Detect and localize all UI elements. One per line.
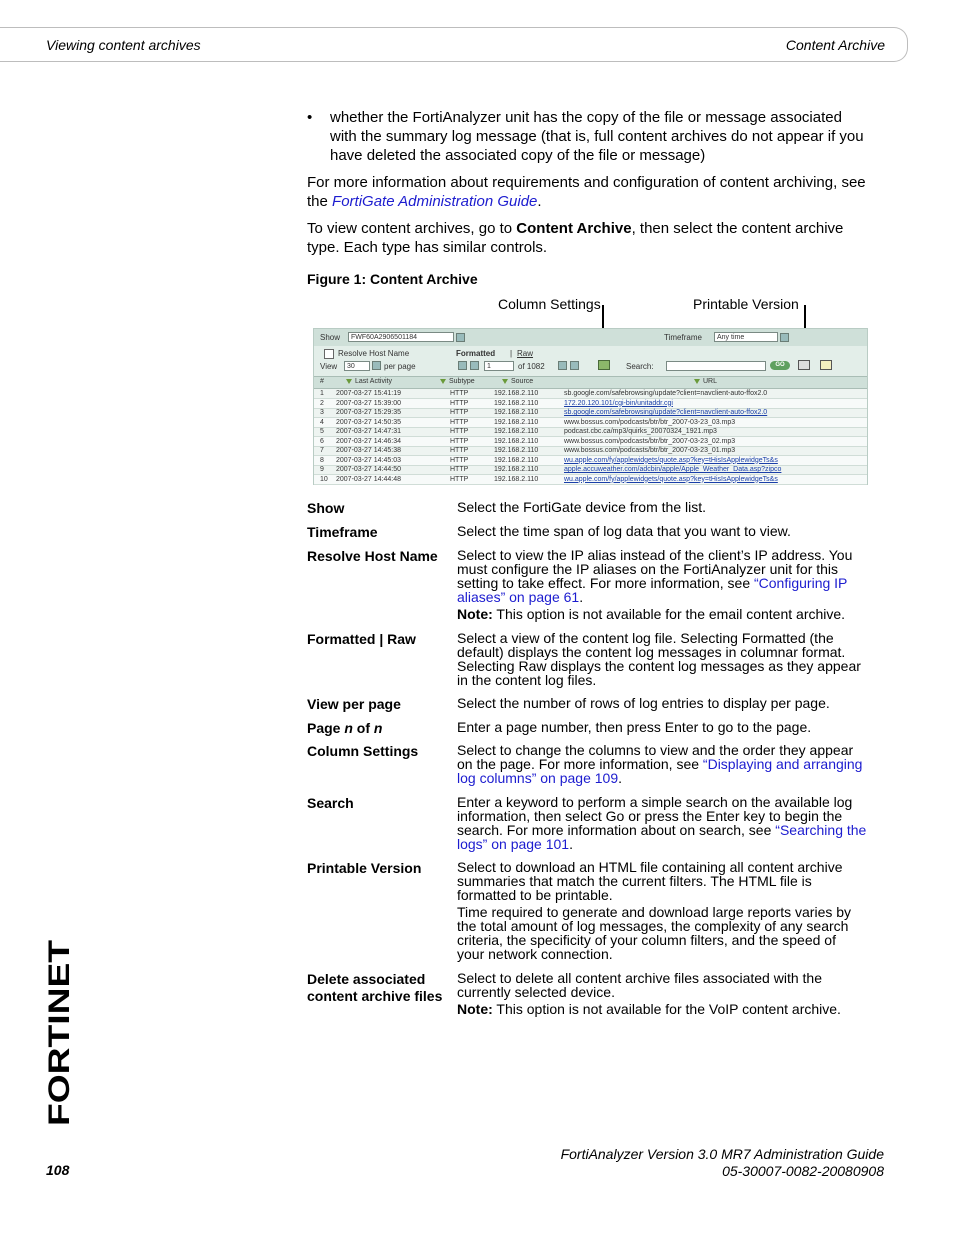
table-cell: 192.168.2.110 xyxy=(494,390,539,397)
resolve-checkbox[interactable] xyxy=(324,349,334,359)
p2-end: , then select the content archive type. Each type has similar controls. xyxy=(307,220,844,256)
device-value: FWF60A2906501184 xyxy=(351,334,418,341)
table-cell: 8 xyxy=(320,456,324,464)
header-chapter: Content Archive xyxy=(785,37,885,53)
table-cell: 2007-03-27 14:47:31 xyxy=(336,428,401,435)
footer-doc-number: 05-30007-0082-20080908 xyxy=(722,1163,884,1179)
desc-part: Select to view the IP alias instead of the client’s IP address. You must configure the IP aliases on the FortiAnalyzer unit for this setting to take effect. For more information, see xyxy=(457,547,853,591)
table-row[interactable] xyxy=(314,408,867,418)
table-cell: 10 xyxy=(320,475,328,483)
table-cell: 192.168.2.110 xyxy=(494,399,539,407)
table-cell: 6 xyxy=(320,437,324,445)
definition-term: Search xyxy=(307,795,354,811)
url-cell[interactable]: apple.accuweather.com/adcbin/apple/Apple_Weather_Data.asp?zipco xyxy=(564,466,782,473)
definition-row xyxy=(307,795,867,860)
definition-desc xyxy=(457,971,867,1016)
url-cell[interactable]: www.bossus.com/podcasts/btr/btr_2007-03-23_01.mp3 xyxy=(564,447,736,454)
header-section: Viewing content archives xyxy=(46,37,201,53)
delete-icon[interactable] xyxy=(820,360,832,370)
callout-printable-version: Printable Version xyxy=(693,296,799,312)
device-select[interactable] xyxy=(348,332,454,342)
url-cell[interactable]: wu.apple.com/fy/applewidgets/quote.asp?key=tHisIsApplewidgeTs&s xyxy=(564,475,778,483)
table-cell: 192.168.2.110 xyxy=(494,428,539,435)
log-columns-link[interactable]: “Displaying and arranging log columns” on page 109 xyxy=(457,756,863,786)
p2-bold: Content Archive xyxy=(516,220,632,237)
table-row[interactable] xyxy=(314,418,867,428)
desc-note xyxy=(457,607,867,621)
paragraph-more-info xyxy=(307,173,867,211)
desc-text: Select the FortiGate device from the list. xyxy=(457,499,706,515)
first-page-icon[interactable] xyxy=(458,361,467,370)
logo-text: FORTINET xyxy=(43,976,76,1126)
searching-logs-link[interactable]: “Searching the logs” on page 101 xyxy=(457,822,867,852)
definition-row xyxy=(307,743,867,795)
controls-bar xyxy=(314,346,867,376)
figure-title: Figure 1: Content Archive xyxy=(307,271,478,287)
table-cell: HTTP xyxy=(450,399,469,407)
desc-text: Select to delete all content archive files associated with the currently selected device. xyxy=(457,970,822,1000)
timeframe-value: Any time xyxy=(717,334,745,341)
definition-row xyxy=(307,696,867,720)
page-number: 108 xyxy=(46,1162,70,1178)
filter-bar xyxy=(314,329,867,346)
table-cell: HTTP xyxy=(450,466,469,473)
table-cell: 192.168.2.110 xyxy=(494,418,539,426)
footer-title: FortiAnalyzer Version 3.0 MR7 Administration Guide xyxy=(560,1146,884,1162)
body-text xyxy=(307,108,867,265)
chevron-down-icon[interactable] xyxy=(780,333,789,342)
table-cell: 2007-03-27 14:44:50 xyxy=(336,466,401,473)
chevron-down-icon[interactable] xyxy=(456,333,465,342)
go-button[interactable]: GO xyxy=(770,361,790,370)
definition-list xyxy=(307,500,867,1021)
page-count: of 1082 xyxy=(518,362,545,371)
bullet-text: whether the FortiAnalyzer unit has the copy of the file or message associated with the summary log message (that is, full content archives do not appear if you have deleted the associated copy of the file or message) xyxy=(330,109,864,164)
table-row[interactable] xyxy=(314,437,867,447)
desc-text: Select to download an HTML file containing all content archive summaries that match the current filters. The HTML file is formatted to be printable. xyxy=(457,859,843,903)
filter-icon xyxy=(346,379,352,384)
table-cell: 5 xyxy=(320,428,324,435)
url-cell[interactable]: 172.20.120.101/cgi-bin/unitaddr.cgi xyxy=(564,399,673,407)
page-value: 1 xyxy=(487,363,491,370)
next-page-icon[interactable] xyxy=(558,361,567,370)
desc-part: . xyxy=(569,836,573,852)
definition-row xyxy=(307,548,867,631)
table-cell: HTTP xyxy=(450,409,469,416)
definition-term: Show xyxy=(307,500,345,516)
search-input[interactable] xyxy=(666,361,766,371)
search-label: Search: xyxy=(626,362,654,371)
note-label: Note: xyxy=(457,606,493,622)
table-cell: 2007-03-27 15:41:19 xyxy=(336,390,401,397)
definition-desc xyxy=(457,631,867,687)
table-cell: 2007-03-27 14:50:35 xyxy=(336,418,401,426)
desc-text: Enter a page number, then press Enter to go to the page. xyxy=(457,719,812,735)
definition-row xyxy=(307,500,867,524)
bullet-dot: • xyxy=(307,109,313,126)
definition-term: Printable Version xyxy=(307,860,422,876)
table-cell: HTTP xyxy=(450,456,469,464)
definition-term: View per page xyxy=(307,696,401,712)
desc-part: Enter a keyword to perform a simple search on the available log information, then select Go or press the Enter key to begin the search. For more information about on search, see xyxy=(457,794,853,838)
timeframe-select[interactable] xyxy=(714,332,778,342)
definition-desc xyxy=(457,500,867,514)
table-cell: 2007-03-27 14:45:03 xyxy=(336,456,401,464)
url-cell[interactable]: www.bossus.com/podcasts/btr/btr_2007-03-23_03.mp3 xyxy=(564,418,736,426)
definition-term: Resolve Host Name xyxy=(307,548,438,564)
show-label: Show xyxy=(320,333,341,342)
page-input[interactable] xyxy=(484,361,514,371)
table-row[interactable] xyxy=(314,427,867,437)
desc-part: Select to change the columns to view and the order they appear on the page. For more information, see xyxy=(457,742,854,772)
table-cell: HTTP xyxy=(450,418,469,426)
column-header-label: Last Activity xyxy=(355,378,392,385)
definition-desc xyxy=(457,860,867,961)
column-header[interactable] xyxy=(440,378,475,385)
table-row[interactable] xyxy=(314,389,867,399)
desc-text: Select the number of rows of log entries to display per page. xyxy=(457,695,830,711)
view-label: View xyxy=(320,362,338,371)
url-cell[interactable]: wu.apple.com/fy/applewidgets/quote.asp?key=tHisIsApplewidgeTs&s xyxy=(564,456,778,464)
printer-icon[interactable] xyxy=(798,360,810,370)
definition-row xyxy=(307,720,867,743)
per-page-value: 30 xyxy=(347,363,355,370)
fortinet-logo xyxy=(43,940,76,1126)
url-cell[interactable]: sb.google.com/safebrowsing/update?client=navclient-auto-ffox2.0 xyxy=(564,409,768,416)
definition-desc xyxy=(457,720,867,734)
desc-text: Select a view of the content log file. Selecting Formatted (the default) displays the content log messages in columnar format. Selecting Raw displays the content log messages as they appear in the content log files. xyxy=(457,630,861,688)
table-cell: 7 xyxy=(320,447,324,454)
table-cell: 2 xyxy=(320,399,324,407)
content-archive-screenshot xyxy=(313,328,868,485)
table-row[interactable] xyxy=(314,446,867,456)
desc-text xyxy=(457,795,867,851)
per-page-select[interactable] xyxy=(344,361,370,371)
definition-term: Formatted | Raw xyxy=(307,631,416,647)
last-page-icon[interactable] xyxy=(570,361,579,370)
url-cell[interactable]: podcast.cbc.ca/mp3/quirks_20070324_1921.mp3 xyxy=(564,428,717,435)
definition-desc xyxy=(457,524,867,538)
page-header xyxy=(0,27,908,62)
desc-note xyxy=(457,1002,867,1016)
table-cell: 2007-03-27 14:45:38 xyxy=(336,447,401,454)
table-cell: 192.168.2.110 xyxy=(494,409,539,416)
definition-row xyxy=(307,524,867,548)
desc-text xyxy=(457,743,867,785)
table-cell: 2007-03-27 14:44:48 xyxy=(336,475,401,483)
column-header-label: Source xyxy=(511,378,534,385)
desc-part: . xyxy=(618,770,622,786)
table-cell: 192.168.2.110 xyxy=(494,437,539,445)
table-cell: 192.168.2.110 xyxy=(494,447,539,454)
raw-link[interactable]: Raw xyxy=(517,349,534,358)
previous-page-icon[interactable] xyxy=(470,361,479,370)
p1-end: . xyxy=(537,193,542,210)
table-cell: 192.168.2.110 xyxy=(494,466,539,473)
desc-text xyxy=(457,548,867,604)
term-part: n xyxy=(373,720,383,736)
filter-icon xyxy=(440,379,446,384)
table-cell: 2007-03-27 14:46:34 xyxy=(336,437,401,445)
paragraph-view xyxy=(307,219,867,257)
definition-row xyxy=(307,631,867,696)
desc-text: Time required to generate and download large reports varies by the total amount of log messages, the complexity of any search criteria, the specificity of your column filters, and the speed of your network connection. xyxy=(457,904,852,962)
table-cell: 3 xyxy=(320,409,324,416)
table-cell: HTTP xyxy=(450,447,469,454)
url-cell[interactable]: www.bossus.com/podcasts/btr/btr_2007-03-23_02.mp3 xyxy=(564,437,736,445)
callout-column-settings: Column Settings xyxy=(498,296,601,312)
bullet-item xyxy=(307,108,867,165)
definition-term: Column Settings xyxy=(307,743,419,759)
column-header-label: Subtype xyxy=(449,378,475,385)
definition-term xyxy=(307,720,452,737)
resolve-label: Resolve Host Name xyxy=(338,349,410,358)
definition-term: Delete associated content archive files xyxy=(307,971,443,1004)
definition-term: Timeframe xyxy=(307,524,378,540)
table-cell: 1 xyxy=(320,390,324,397)
table-header xyxy=(314,376,867,389)
term-part: of xyxy=(352,720,374,736)
definition-desc xyxy=(457,696,867,710)
note-label: Note: xyxy=(457,1001,493,1017)
column-header: # xyxy=(320,378,324,385)
column-header[interactable] xyxy=(694,378,717,385)
column-header-label: URL xyxy=(703,378,718,385)
filter-icon xyxy=(694,379,700,384)
column-header[interactable] xyxy=(502,378,533,385)
table-cell: 9 xyxy=(320,466,324,473)
p2-text: To view content archives, go to xyxy=(307,220,517,237)
table-cell: 2007-03-27 15:29:35 xyxy=(336,409,401,416)
table-cell: HTTP xyxy=(450,390,469,397)
table-cell: 2007-03-27 15:39:00 xyxy=(336,399,401,407)
table-row[interactable] xyxy=(314,465,867,475)
timeframe-label: Timeframe xyxy=(664,333,702,342)
table-row[interactable] xyxy=(314,456,867,466)
ip-aliases-link[interactable]: “Configuring IP aliases” on page 61 xyxy=(457,575,848,605)
note-text: This option is not available for the email content archive. xyxy=(492,606,846,622)
table-cell: HTTP xyxy=(450,475,469,483)
desc-text: Select the time span of log data that you want to view. xyxy=(457,523,791,539)
note-text: This option is not available for the VoIP content archive. xyxy=(492,1001,841,1017)
table-cell: HTTP xyxy=(450,437,469,445)
desc-part: . xyxy=(579,589,584,605)
term-part: n xyxy=(344,720,353,736)
p1-text: For more information about requirements and configuration of content archiving, see the xyxy=(307,174,866,210)
table-row[interactable] xyxy=(314,399,867,409)
definition-row xyxy=(307,971,867,1021)
definition-desc xyxy=(457,743,867,785)
term-part: Page xyxy=(307,720,345,736)
definition-desc xyxy=(457,548,867,621)
definition-desc xyxy=(457,795,867,851)
table-cell: 192.168.2.110 xyxy=(494,456,539,464)
table-row[interactable] xyxy=(314,475,867,485)
definition-row xyxy=(307,860,867,971)
column-header[interactable] xyxy=(346,378,392,385)
formatted-link[interactable]: Formatted xyxy=(456,349,496,358)
table-cell: 4 xyxy=(320,418,324,426)
table-cell: 192.168.2.110 xyxy=(494,475,539,483)
chevron-down-icon[interactable] xyxy=(372,361,381,370)
per-page-label: per page xyxy=(384,362,416,371)
column-settings-icon[interactable] xyxy=(598,360,610,370)
format-separator: | xyxy=(510,349,513,358)
filter-icon xyxy=(502,379,508,384)
url-cell[interactable]: sb.google.com/safebrowsing/update?client=navclient-auto-ffox2.0 xyxy=(564,390,768,397)
table-cell: HTTP xyxy=(450,428,469,435)
fortigate-guide-link[interactable]: FortiGate Administration Guide xyxy=(332,193,538,210)
